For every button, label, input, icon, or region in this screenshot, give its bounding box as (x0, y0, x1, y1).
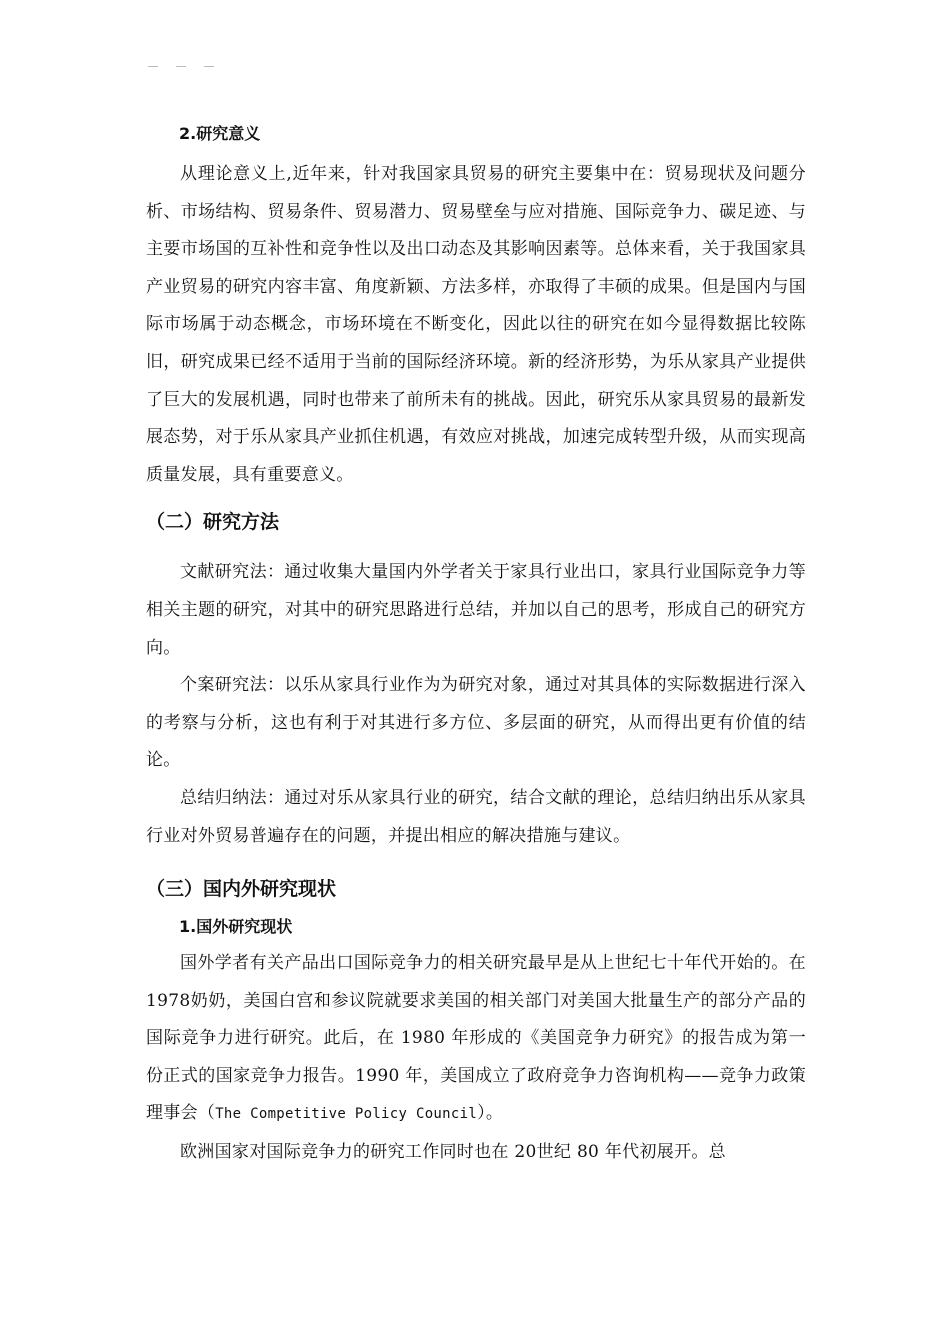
paragraph-case-study-method: 个案研究法：以乐从家具行业作为为研究对象，通过对其具体的实际数据进行深入的考察与分析，这也有利于对其进行多方位、多层面的研究，从而得出更有价值的结论。 (146, 675, 806, 771)
paragraph-foreign-research-1 (146, 945, 806, 1134)
paragraph-research-significance: 从理论意义上,近年来，针对我国家具贸易的研究主要集中在：贸易现状及问题分析、市场结构、贸易条件、贸易潜力、贸易壁垒与应对措施、国际竞争力、碳足迹、与主要市场国的互补性和竞争性以及出口动态及其影响因素等。总体来看，关于我国家具产业贸易的研究内容丰富、角度新颖、方法多样，亦取得了丰硕的成果。但是国内与国际市场属于动态概念，市场环境在不断变化，因此以往的研究在如今显得数据比较陈旧，研究成果已经不适用于当前的国际经济环境。新的经济形势，为乐从家具产业提供了巨大的发展机遇，同时也带来了前所未有的挑战。因此，研究乐从家具贸易的最新发展态势，对于乐从家具产业抓住机遇，有效应对挑战，加速完成转型升级，从而实现高质量发展，具有重要意义。 (146, 164, 806, 485)
paragraph-summary-method: 总结归纳法：通过对乐从家具行业的研究，结合文献的理论，总结归纳出乐从家具行业对外贸易普遍存在的问题，并提出相应的解决措施与建议。 (146, 787, 806, 846)
paragraph-foreign-research-2: 欧洲国家对国际竞争力的研究工作同时也在 20世纪 80 年代初展开。总 (180, 1142, 726, 1163)
english-council-name: The Competitive Policy Council (215, 1106, 478, 1123)
header-marks (148, 66, 214, 67)
paragraph-literature-method: 文献研究法：通过收集大量国内外学者关于家具行业出口，家具行业国际竞争力等相关主题的研究，对其中的研究思路进行总结，并加以自己的思考，形成自己的研究方向。 (146, 562, 806, 658)
header-mark (204, 66, 214, 67)
header-mark (176, 66, 186, 67)
document-body (146, 122, 806, 1172)
header-mark (148, 66, 158, 67)
heading-foreign-research: 1.国外研究现状 (179, 917, 293, 937)
paragraph-text: 国外学者有关产品出口国际竞争力的相关研究最早是从上世纪七十年代开始的。在1978奶奶，美国白宫和参议院就要求美国的相关部门对美国大批量生产的部分产品的国际竞争力进行研究。此后，在 1980 年形成的《美国竞争力研究》的报告成为第一份正式的国家竞争力报告。1990 年，美国成立了政府竞争力咨询机构——竞争力政策理事会（ (146, 953, 806, 1124)
paragraph-text: ）。 (477, 1103, 504, 1124)
heading-research-methods: （二）研究方法 (146, 511, 280, 534)
heading-research-significance: 2.研究意义 (179, 124, 261, 143)
heading-research-status: （三）国内外研究现状 (146, 878, 337, 901)
